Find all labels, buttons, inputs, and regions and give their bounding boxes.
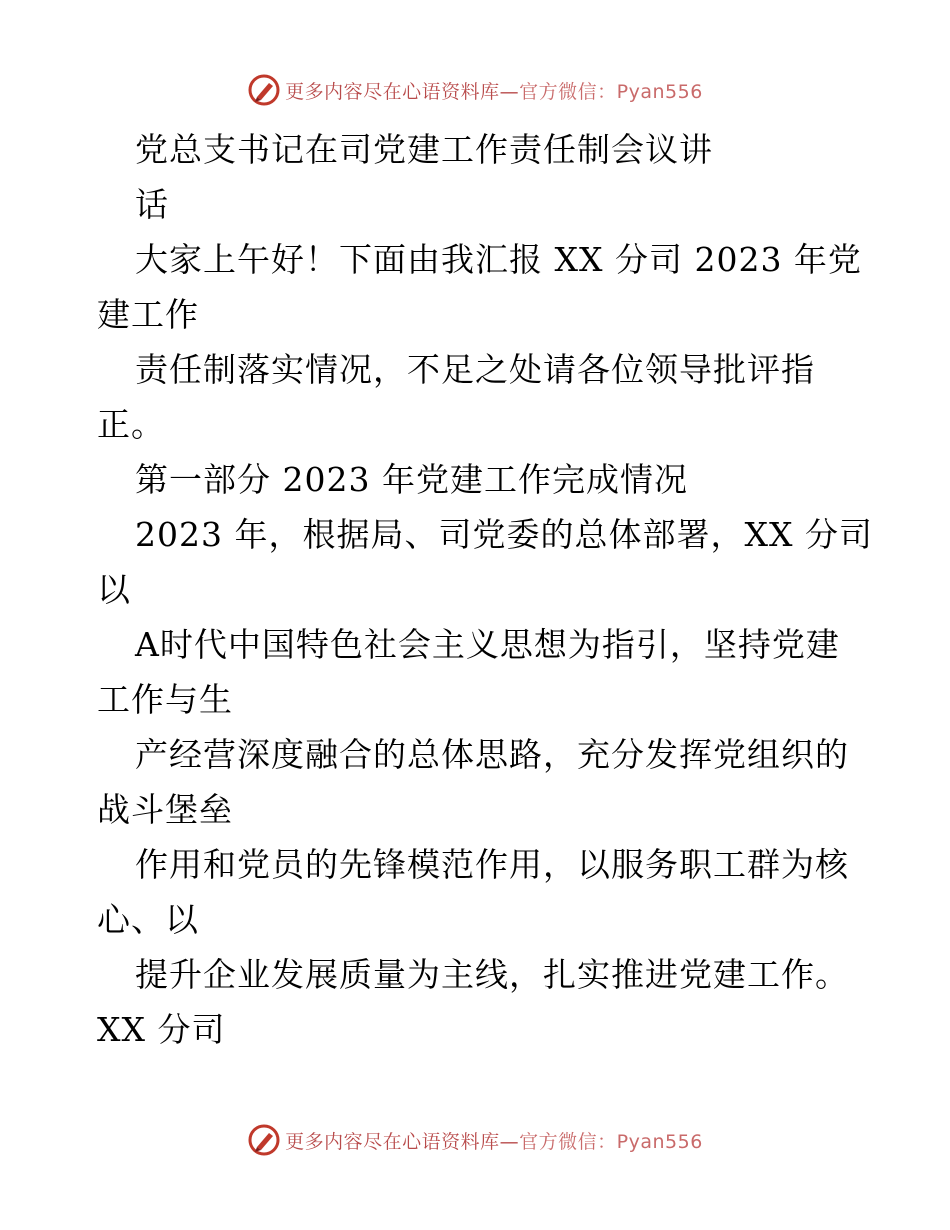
paragraph-line: 作用和党员的先锋模范作用，以服务职工群为核: [135, 845, 849, 884]
header-watermark-banner: [0, 70, 950, 110]
paragraph-line: A时代中国特色社会主义思想为指引，坚持党建: [135, 625, 840, 664]
watermark-text: 更多内容尽在心语资料库—官方微信：Pyan556: [285, 80, 703, 103]
paragraph-line: 正。: [97, 405, 165, 444]
pen-logo-icon: [247, 73, 281, 107]
watermark-text: 更多内容尽在心语资料库—官方微信：Pyan556: [285, 1130, 703, 1153]
paragraph-line: 以: [97, 570, 131, 609]
pen-logo-icon: [247, 1123, 281, 1157]
paragraph-line: XX 分司: [97, 1010, 226, 1049]
paragraph-line: 责任制落实情况，不足之处请各位领导批评指: [135, 350, 815, 389]
paragraph-line: 提升企业发展质量为主线，扎实推进党建工作。: [135, 955, 849, 994]
paragraph-line: 建工作: [97, 295, 199, 334]
paragraph-line: 产经营深度融合的总体思路，充分发挥党组织的: [135, 735, 849, 774]
document-body: [97, 122, 873, 1057]
paragraph-line: 工作与生: [97, 680, 233, 719]
document-title-line-2: 话: [135, 185, 169, 224]
paragraph-line: 心、以: [97, 900, 199, 939]
footer-watermark-banner: [0, 1120, 950, 1160]
section-heading: 第一部分 2023 年党建工作完成情况: [135, 460, 688, 499]
paragraph-line: 2023 年，根据局、司党委的总体部署，XX 分司: [135, 515, 873, 554]
paragraph-line: 大家上午好！下面由我汇报 XX 分司 2023 年党: [135, 240, 862, 279]
document-title-line-1: 党总支书记在司党建工作责任制会议讲: [135, 130, 713, 169]
paragraph-line: 战斗堡垒: [97, 790, 233, 829]
